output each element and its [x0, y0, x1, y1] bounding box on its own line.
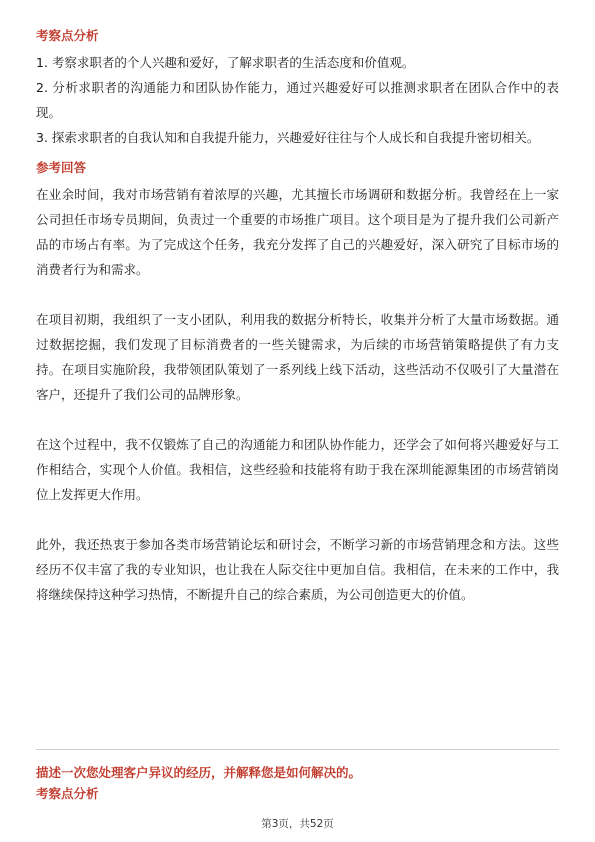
paragraph-spacer [36, 407, 559, 432]
page-content [36, 26, 559, 607]
answer-paragraph-1: 在业余时间，我对市场营销有着浓厚的兴趣，尤其擅长市场调研和数据分析。我曾经在上一家公司担任市场专员期间，负责过一个重要的市场推广项目。这个项目是为了提升我们公司新产品的市场占有率。为了完成这个任务，我充分发挥了自己的兴趣爱好，深入研究了目标市场的消费者行为和需求。 [36, 187, 559, 277]
paragraph-spacer [36, 282, 559, 307]
paragraph-spacer [36, 507, 559, 532]
answer-paragraph-4: 此外，我还热衷于参加各类市场营销论坛和研讨会，不断学习新的市场营销理念和方法。这些经历不仅丰富了我的专业知识，也让我在人际交往中更加自信。我相信，在未来的工作中，我将继续保持这种学习热情，不断提升自己的综合素质，为公司创造更大的价值。 [36, 537, 559, 602]
answer-paragraph-2: 在项目初期，我组织了一支小团队，利用我的数据分析特长，收集并分析了大量市场数据。通过数据挖掘，我们发现了目标消费者的一些关键需求，为后续的市场营销策略提供了有力支持。在项目实施阶段，我带领团队策划了一系列线上线下活动，这些活动不仅吸引了大量潜在客户，还提升了我们公司的品牌形象。 [36, 312, 559, 402]
analysis-point-1: 1. 考察求职者的个人兴趣和爱好，了解求职者的生活态度和价值观。 [36, 55, 415, 70]
next-question-block [36, 762, 559, 808]
answer-paragraph-3: 在这个过程中，我不仅锻炼了自己的沟通能力和团队协作能力，还学会了如何将兴趣爱好与工作相结合，实现个人价值。我相信，这些经验和技能将有助于我在深圳能源集团的市场营销岗位上发挥更大作用。 [36, 437, 559, 502]
analysis-point-2: 2. 分析求职者的沟通能力和团队协作能力，通过兴趣爱好可以推测求职者在团队合作中的表现。 [36, 80, 559, 120]
section-heading-analysis: 考察点分析 [36, 28, 99, 43]
section-heading-analysis-next: 考察点分析 [36, 786, 99, 801]
next-question: 描述一次您处理客户异议的经历，并解释您是如何解决的。 [36, 765, 362, 780]
analysis-point-3: 3. 探索求职者的自我认知和自我提升能力，兴趣爱好往往与个人成长和自我提升密切相关。 [36, 130, 540, 145]
section-divider [36, 749, 559, 750]
page-number: 第3页，共52页 [261, 818, 334, 830]
section-heading-answer: 参考回答 [36, 160, 87, 175]
